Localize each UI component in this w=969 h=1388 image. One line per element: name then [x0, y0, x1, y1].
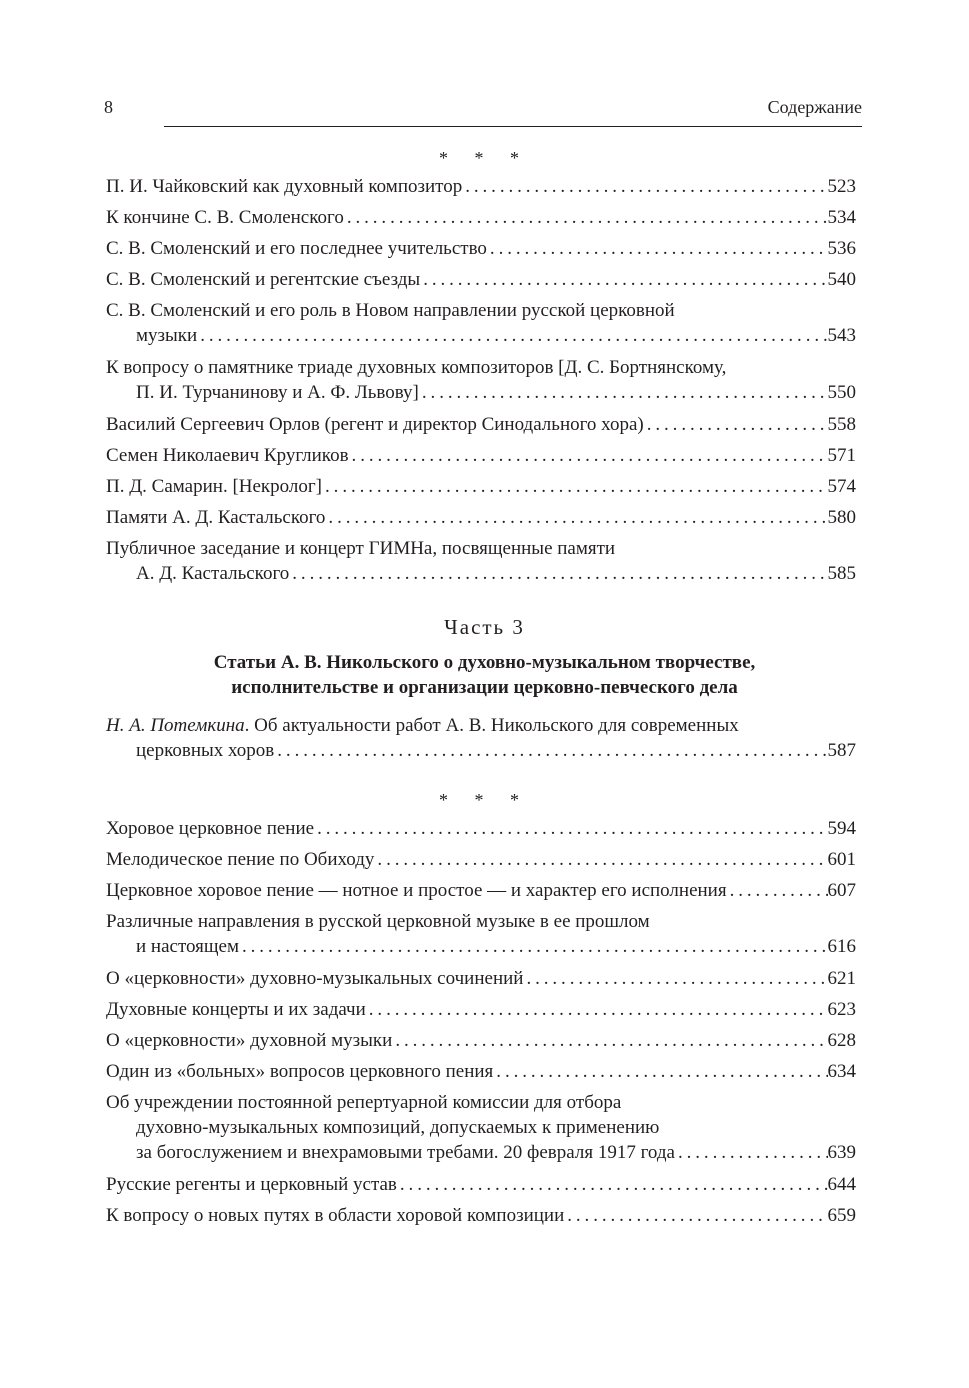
toc-entry[interactable]: [106, 471, 856, 502]
toc-entry[interactable]: [106, 813, 856, 844]
toc-entry-title: духовно-музыкальных композиций, допускаемых к применению: [136, 1117, 660, 1138]
toc-entry[interactable]: [106, 906, 856, 963]
toc-entry-title-cont: церковных хоров: [136, 740, 275, 761]
toc-page-number: 607: [827, 880, 856, 901]
toc-entry-title: Семен Николаевич Кругликов: [106, 445, 349, 466]
toc-entry[interactable]: [106, 1025, 856, 1056]
toc-entry-title: Русские регенты и церковный устав: [106, 1174, 397, 1195]
toc-entry[interactable]: [106, 710, 856, 767]
toc-leader-dots: [349, 440, 828, 471]
toc-leader-dots: [374, 844, 827, 875]
running-title: Содержание: [767, 97, 862, 117]
toc-entry[interactable]: [106, 1200, 856, 1231]
toc-entry[interactable]: [106, 171, 856, 202]
toc-leader-dots: [420, 264, 827, 295]
toc-leader-dots: [462, 171, 827, 202]
toc-entry[interactable]: [106, 533, 856, 590]
toc-entry-title: О «церковности» духовной музыки: [106, 1030, 393, 1051]
toc-entry-title: С. В. Смоленский и его роль в Новом направлении русской церковной: [106, 300, 675, 321]
toc-page-number: 644: [827, 1174, 856, 1195]
toc-entry-title: Публичное заседание и концерт ГИМНа, посвященные памяти: [106, 538, 616, 559]
toc-entry-title: Различные направления в русской церковной музыке в ее прошлом: [106, 911, 650, 932]
part-label: Часть 3: [444, 615, 525, 639]
toc-page-number: 543: [827, 325, 856, 346]
toc-entry-title: Духовные концерты и их задачи: [106, 999, 366, 1020]
toc-entry-title: С. В. Смоленский и его последнее учительство: [106, 238, 487, 259]
toc-leader-dots: [325, 502, 827, 533]
toc-leader-dots: [239, 934, 828, 959]
header-rule: [164, 126, 862, 127]
toc-entry[interactable]: [106, 1169, 856, 1200]
toc-page-number: 571: [827, 445, 856, 466]
toc-leader-dots: [392, 1025, 827, 1056]
toc-entry-title-cont: А. Д. Кастальского: [136, 563, 290, 584]
toc-entry-title: К кончине С. В. Смоленского: [106, 207, 344, 228]
toc-entry[interactable]: [106, 440, 856, 471]
toc-entry-title: Мелодическое пение по Обиходу: [106, 849, 375, 870]
toc-page-number: 621: [827, 968, 856, 989]
toc-page-number: 639: [827, 1142, 856, 1163]
toc-entry-title: С. В. Смоленский и регентские съезды: [106, 269, 421, 290]
toc-entry-title: Хоровое церковное пение: [106, 818, 315, 839]
toc-leader-dots: [727, 875, 828, 906]
toc-leader-dots: [314, 813, 827, 844]
toc-entry-title: Один из «больных» вопросов церковного пения: [106, 1061, 494, 1082]
toc-entry-title: К вопросу о памятнике триаде духовных композиторов [Д. С. Бортнянскому,: [106, 357, 727, 378]
toc-entry-title: Памяти А. Д. Кастальского: [106, 507, 326, 528]
toc-leader-dots: [564, 1200, 827, 1231]
toc-leader-dots: [344, 202, 828, 233]
toc-entry-title-cont: музыки: [136, 325, 198, 346]
toc-page-number: 634: [827, 1061, 856, 1082]
toc-entry-title: Об учреждении постоянной репертуарной комиссии для отбора: [106, 1092, 622, 1113]
toc-entry[interactable]: [106, 233, 856, 264]
toc-entry-title: К вопросу о новых путях в области хоровой композиции: [106, 1205, 565, 1226]
toc-entry[interactable]: [106, 202, 856, 233]
toc-page-number: 574: [827, 476, 856, 497]
toc-leader-dots: [397, 1169, 828, 1200]
toc-entry[interactable]: [106, 844, 856, 875]
toc-entry[interactable]: [106, 295, 856, 352]
toc-entry[interactable]: [106, 409, 856, 440]
toc-page-number: 585: [827, 563, 856, 584]
toc-page-number: 534: [827, 207, 856, 228]
part-title-line-2: исполнительстве и организации церковно-певческого дела: [231, 677, 738, 698]
toc-entry[interactable]: [106, 1087, 856, 1169]
toc-leader-dots: [289, 561, 827, 586]
toc-part3-intro: [106, 710, 856, 767]
toc-page-number: 523: [827, 176, 856, 197]
toc-leader-dots: [419, 380, 828, 405]
toc-leader-dots: [197, 323, 827, 348]
toc-entry[interactable]: [106, 502, 856, 533]
toc-leader-dots: [675, 1140, 828, 1165]
toc-entry[interactable]: [106, 994, 856, 1025]
toc-entry[interactable]: [106, 352, 856, 409]
toc-entry-author: Н. А. Потемкина: [106, 715, 245, 736]
toc-entry[interactable]: [106, 1056, 856, 1087]
toc-entry-title: П. Д. Самарин. [Некролог]: [106, 476, 323, 497]
toc-entry[interactable]: [106, 875, 856, 906]
toc-leader-dots: [366, 994, 828, 1025]
toc-entry-title: П. И. Чайковский как духовный композитор: [106, 176, 463, 197]
toc-page-number: 580: [827, 507, 856, 528]
toc-entry-title: Церковное хоровое пение — нотное и простое — и характер его исполнения: [106, 880, 727, 901]
toc-page-number: 601: [827, 849, 856, 870]
toc-entry-title-cont: и настоящем: [136, 936, 239, 957]
part-title: [0, 650, 969, 700]
toc-leader-dots: [274, 738, 827, 763]
toc-leader-dots: [644, 409, 828, 440]
toc-page-number: 550: [827, 382, 856, 403]
toc-page-number: 587: [827, 740, 856, 761]
toc-entry-title: . Об актуальности работ А. В. Никольского для современных: [244, 715, 739, 736]
toc-leader-dots: [487, 233, 828, 264]
section-divider-stars: * * *: [439, 148, 530, 168]
toc-page-number: 536: [827, 238, 856, 259]
toc-page-number: 540: [827, 269, 856, 290]
toc-page-number: 659: [827, 1205, 856, 1226]
page-number: 8: [104, 97, 113, 117]
toc-page-number: 558: [827, 414, 856, 435]
toc-page-number: 594: [827, 818, 856, 839]
toc-page-number: 628: [827, 1030, 856, 1051]
toc-leader-dots: [322, 471, 827, 502]
toc-entry-title: О «церковности» духовно-музыкальных сочинений: [106, 968, 524, 989]
toc-page-number: 623: [827, 999, 856, 1020]
toc-entry-title-cont: за богослужением и внехрамовыми требами. 20 февраля 1917 года: [136, 1142, 675, 1163]
toc-entry-title-cont: П. И. Турчанинову и А. Ф. Львову]: [136, 382, 419, 403]
toc-entry[interactable]: [106, 264, 856, 295]
section-divider-stars: * * *: [439, 790, 530, 810]
toc-section-2: [106, 813, 856, 1231]
toc-page-number: 616: [827, 936, 856, 957]
toc-entry-title: Василий Сергеевич Орлов (регент и директор Синодального хора): [106, 414, 644, 435]
toc-section-1: [106, 171, 856, 590]
toc-leader-dots: [493, 1056, 827, 1087]
toc-leader-dots: [523, 963, 827, 994]
part-title-line-1: Статьи А. В. Никольского о духовно-музыкальном творчестве,: [213, 652, 756, 673]
toc-entry[interactable]: [106, 963, 856, 994]
